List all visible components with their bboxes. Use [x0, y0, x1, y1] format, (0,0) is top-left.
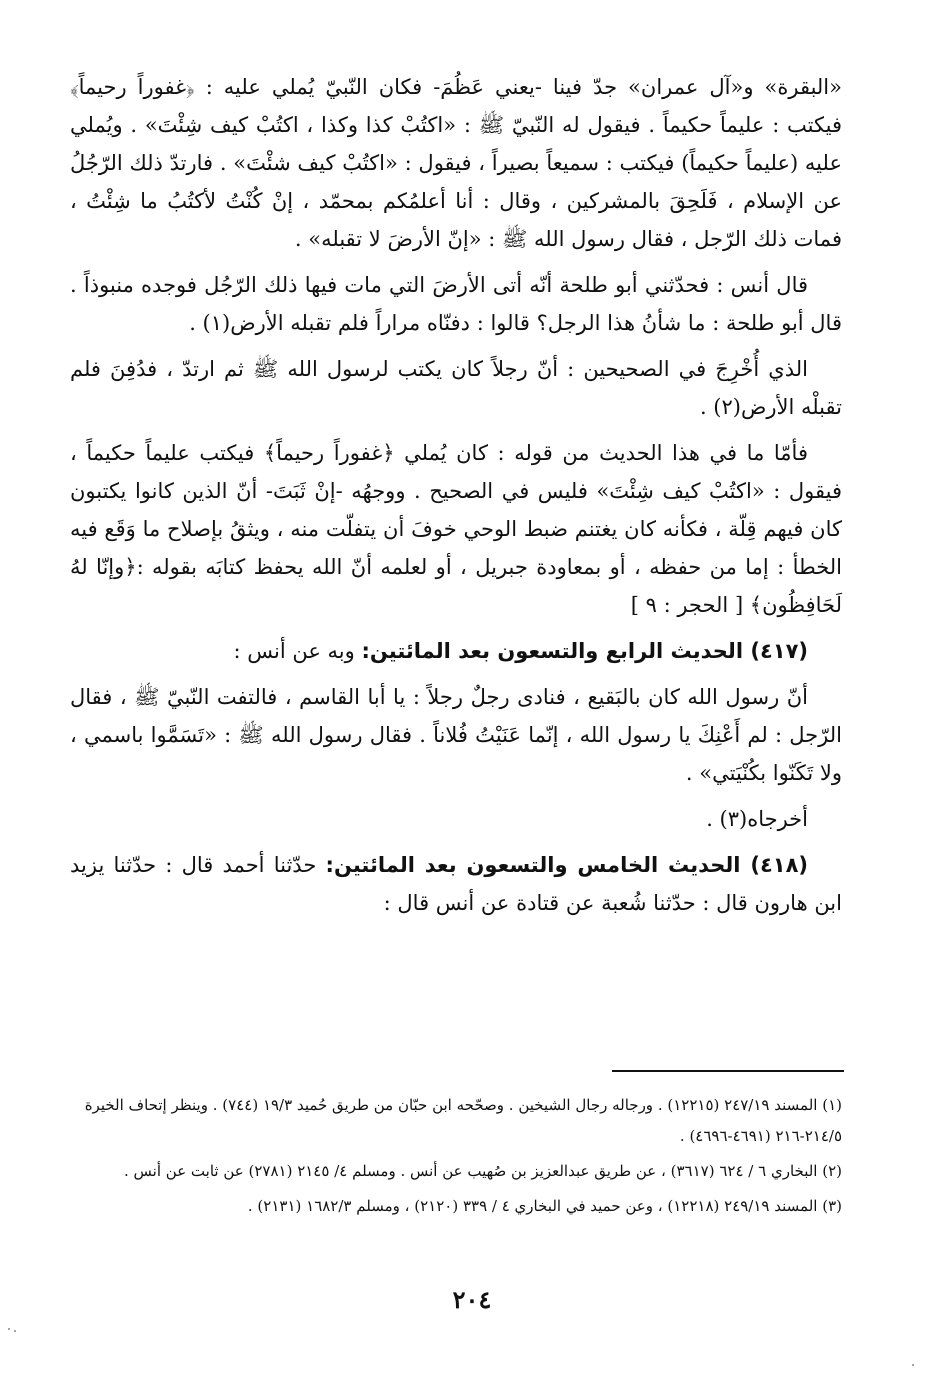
- paragraph-2: قال أنس : فحدّثني أبو طلحة أنّه أتى الأرضَ التي مات فيها ذلك الرّجُل فوجده منبوذاً . قال أبو طلحة : ما شأنُ هذا الرجل؟ قالوا : دفنّاه مراراً فلم تقبله الأرض(١) .: [70, 273, 842, 335]
- hadith-417-header: [70, 632, 842, 670]
- hadith-418-heading: (٤١٨) الحديث الخامس والتسعون بعد المائتين:: [325, 853, 809, 877]
- footnote-1: (١) المسند ٢٤٧/١٩ (١٢٢١٥) . ورجاله رجال الشيخين . وصحّحه ابن حبّان من طريق حُميد ١٩/٣ (٧٤٤) . وينظر إتحاف الخيرة ٢١٤/٥-٢١٦ (٤٦٩١-٤٦٩٦) .: [84, 1096, 842, 1145]
- paragraph-4: فأمّا ما في هذا الحديث من قوله : كان يُملي ﴿غفوراً رحيماً﴾ فيكتب عليماً حكيماً ، فيقول : «اكتُبْ كيف شِئْتَ» فليس في الصحيح . ووجهُه -إنْ ثَبَتَ- أنّ الذين كانوا يكتبون كان فيهم قِلّة ، فكأنه كان يغتنم ضبط الوحي خوفَ أن يتفلّت منه ، ويثقُ بإصلاح ما وَقَع فيه الخطأ : إما من حفظه ، أو بمعاودة جبريل ، أو لعلمه أنّ الله يحفظ كتابَه بقوله :﴿وإنّا لهُ لَحَافِظُون﴾ [ الحجر : ٩ ]: [70, 441, 842, 617]
- footnotes: [80, 1090, 842, 1226]
- paragraph-1: «البقرة» و«آل عمران» جدّ فينا -يعني عَظُمَ- فكان النّبيّ يُملي عليه : ﴿غفوراً رحيماً﴾ فيكتب : عليماً حكيماً . فيقول له النّبيّ ﷺ : «اكتُبْ كذا وكذا ، اكتُبْ كيف شِئْتَ» . ويُملي عليه (عليماً حكيماً) فيكتب : سميعاً بصيراً ، فيقول : «اكتُبْ كيف شئْتَ» . فارتدّ ذلك الرّجُلُ عن الإسلام ، فَلَحِقَ بالمشركين ، وقال : أنا أعلمُكم بمحمّد ، إنْ كُنْتُ لأكتُبُ ما شِئْتُ ، فمات ذلك الرّجل ، فقال رسول الله ﷺ : «إنّ الأرضَ لا تقبله» .: [70, 75, 842, 251]
- footnote-2: (٢) البخاري ٦ / ٦٢٤ (٣٦١٧) ، عن طريق عبدالعزيز بن صُهيب عن أنس . ومسلم ٤/ ٢١٤٥ (٢٧٨١) عن ثابت عن أنس .: [124, 1162, 842, 1180]
- scan-speck: [912, 1364, 914, 1366]
- paragraph-3: الذي أُخْرِجَ في الصحيحين : أنّ رجلاً كان يكتب لرسول الله ﷺ ثم ارتدّ ، فدُفِنَ فلم تقبلْه الأرض(٢) .: [70, 357, 842, 419]
- scan-speck: [14, 1330, 16, 1332]
- hadith-418-header: [70, 846, 842, 922]
- footnote-separator: [612, 1070, 844, 1072]
- scan-speck: [8, 1328, 10, 1330]
- main-text: [70, 68, 842, 930]
- footnote-3: (٣) المسند ٢٤٩/١٩ (١٢٢١٨) ، وعن حميد في البخاري ٤ / ٣٣٩ (٢١٢٠) ، ومسلم ١٦٨٢/٣ (٢١٣١) .: [247, 1197, 842, 1215]
- hadith-417-text: أنّ رسول الله كان بالبَقيع ، فنادى رجلٌ رجلاً : يا أبا القاسم ، فالتفت النّبيّ ﷺ ، فقال الرّجل : لم أَعْنِكَ يا رسول الله ، إنّما عَنَيْتُ فُلاناً . فقال رسول الله ﷺ : «تَسَمَّوا باسمي ، ولا تَكَنّوا بكُنْيَتي» .: [70, 685, 842, 785]
- hadith-417-source: أخرجاه(٣) .: [706, 807, 808, 831]
- page-number: ٢٠٤: [452, 1285, 492, 1314]
- hadith-418-text: حدّثنا أحمد قال : حدّثنا يزيد ابن هارون قال : حدّثنا شُعبة عن قتادة عن أنس قال :: [70, 853, 842, 915]
- hadith-417-heading: (٤١٧) الحديث الرابع والتسعون بعد المائتين:: [361, 639, 808, 663]
- hadith-417-intro: وبه عن أنس :: [233, 639, 362, 663]
